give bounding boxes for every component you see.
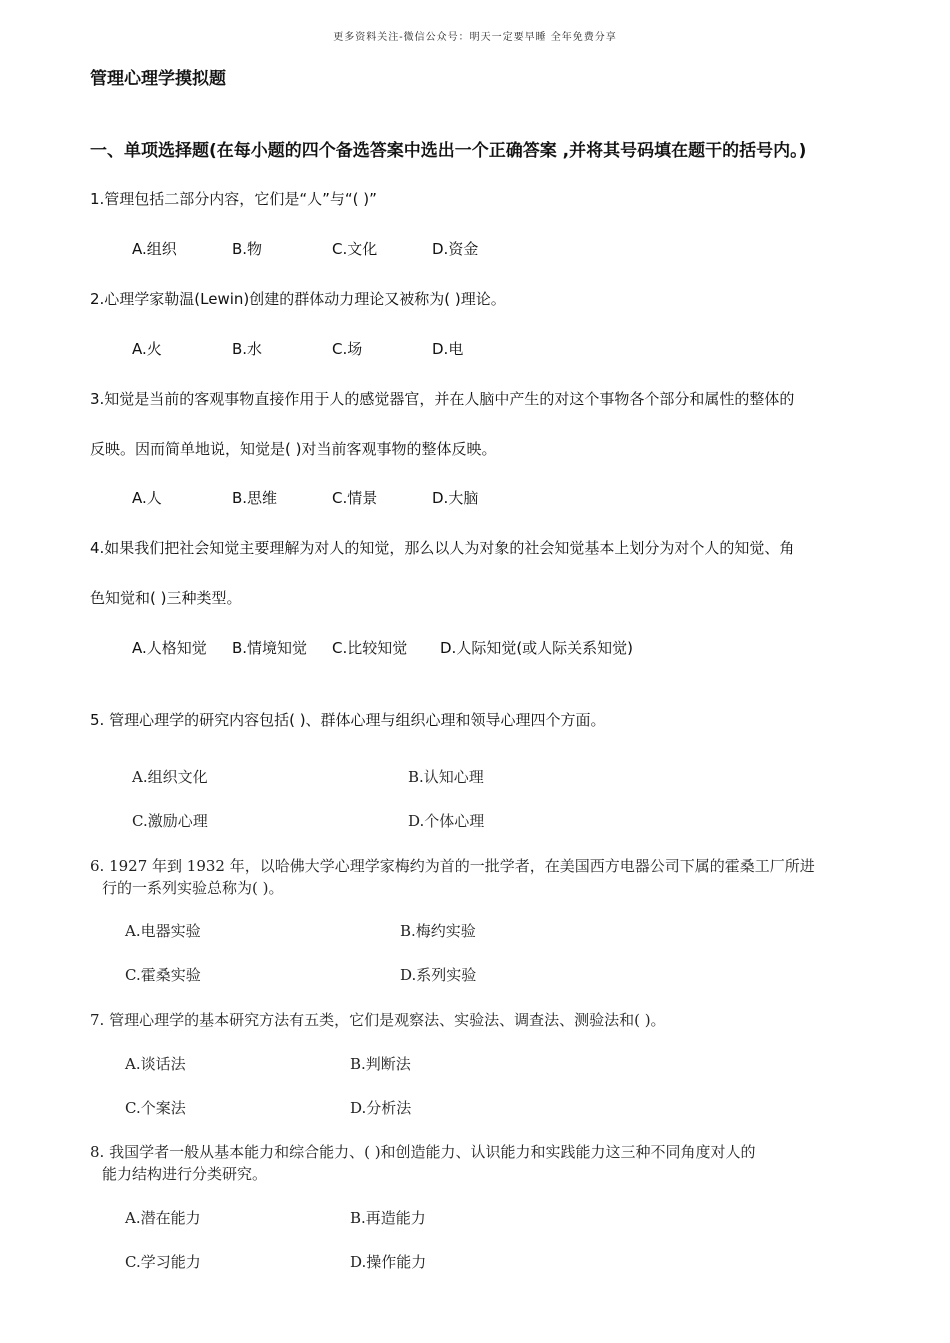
question-1-text: 1.管理包括二部分内容，它们是“人”与“( )”	[90, 190, 377, 208]
question-4-option-c: C.比较知觉	[332, 639, 408, 657]
question-2-option-b: B.水	[232, 340, 263, 358]
question-4-option-d: D.人际知觉(或人际关系知觉)	[440, 639, 634, 657]
question-3-option-c: C.情景	[332, 489, 378, 507]
question-3-text-line-2: 反映。因而简单地说，知觉是( )对当前客观事物的整体反映。	[90, 440, 497, 458]
question-7-option-a: A.谈话法	[125, 1055, 186, 1073]
question-5-text: 5. 管理心理学的研究内容包括( )、群体心理与组织心理和领导心理四个方面。	[90, 711, 606, 729]
question-3-option-d: D.大脑	[432, 489, 479, 507]
question-6-text-line-1: 6. 1927 年到 1932 年，以哈佛大学心理学家梅约为首的一批学者，在美国西方电器公司下属的霍桑工厂所进	[90, 857, 815, 875]
question-6-option-a: A.电器实验	[125, 922, 201, 940]
question-4-text-line-2: 色知觉和( )三种类型。	[90, 589, 242, 607]
question-6-option-b: B.梅约实验	[400, 922, 476, 940]
question-5-option-a: A.组织文化	[132, 768, 208, 786]
question-6-option-c: C.霍桑实验	[125, 966, 201, 984]
question-1-option-c: C.文化	[332, 240, 378, 258]
question-8-option-b: B.再造能力	[350, 1209, 426, 1227]
question-1-option-a: A.组织	[132, 240, 177, 258]
question-2-option-c: C.场	[332, 340, 363, 358]
question-5-option-d: D.个体心理	[408, 812, 485, 830]
question-7-option-c: C.个案法	[125, 1099, 186, 1117]
question-4-option-a: A.人格知觉	[132, 639, 207, 657]
question-2-option-d: D.电	[432, 340, 464, 358]
question-2-option-a: A.火	[132, 340, 162, 358]
question-4-text-line-1: 4.如果我们把社会知觉主要理解为对人的知觉，那么以人为对象的社会知觉基本上划分为对个人的知觉、角	[90, 539, 795, 557]
question-7-text: 7. 管理心理学的基本研究方法有五类，它们是观察法、实验法、调查法、测验法和( )。	[90, 1011, 666, 1029]
section-heading: 一、单项选择题(在每小题的四个备选答案中选出一个正确答案 ,并将其号码填在题干的括号内。)	[90, 141, 807, 161]
question-5-option-b: B.认知心理	[408, 768, 484, 786]
question-8-option-d: D.操作能力	[350, 1253, 427, 1271]
question-5-option-c: C.激励心理	[132, 812, 208, 830]
question-7-option-d: D.分析法	[350, 1099, 412, 1117]
question-8-text-line-1: 8. 我国学者一般从基本能力和综合能力、( )和创造能力、认识能力和实践能力这三种不同角度对人的	[90, 1143, 756, 1161]
question-8-option-c: C.学习能力	[125, 1253, 201, 1271]
question-8-option-a: A.潜在能力	[125, 1209, 201, 1227]
question-1-option-d: D.资金	[432, 240, 479, 258]
document-title: 管理心理学摸拟题	[90, 69, 226, 89]
question-8-text-line-2: 能力结构进行分类研究。	[102, 1165, 268, 1183]
question-6-text-line-2: 行的一系列实验总称为( )。	[102, 879, 284, 897]
question-3-option-a: A.人	[132, 489, 162, 507]
question-7-option-b: B.判断法	[350, 1055, 411, 1073]
page-header-banner: 更多资料关注-微信公众号：明天一定要早睡 全年免费分享	[333, 32, 617, 43]
question-3-text-line-1: 3.知觉是当前的客观事物直接作用于人的感觉器官，并在人脑中产生的对这个事物各个部分和属性的整体的	[90, 390, 795, 408]
question-6-option-d: D.系列实验	[400, 966, 477, 984]
question-3-option-b: B.思维	[232, 489, 278, 507]
question-4-option-b: B.情境知觉	[232, 639, 308, 657]
question-1-option-b: B.物	[232, 240, 263, 258]
question-2-text: 2.心理学家勒温(Lewin)创建的群体动力理论又被称为( )理论。	[90, 290, 506, 308]
